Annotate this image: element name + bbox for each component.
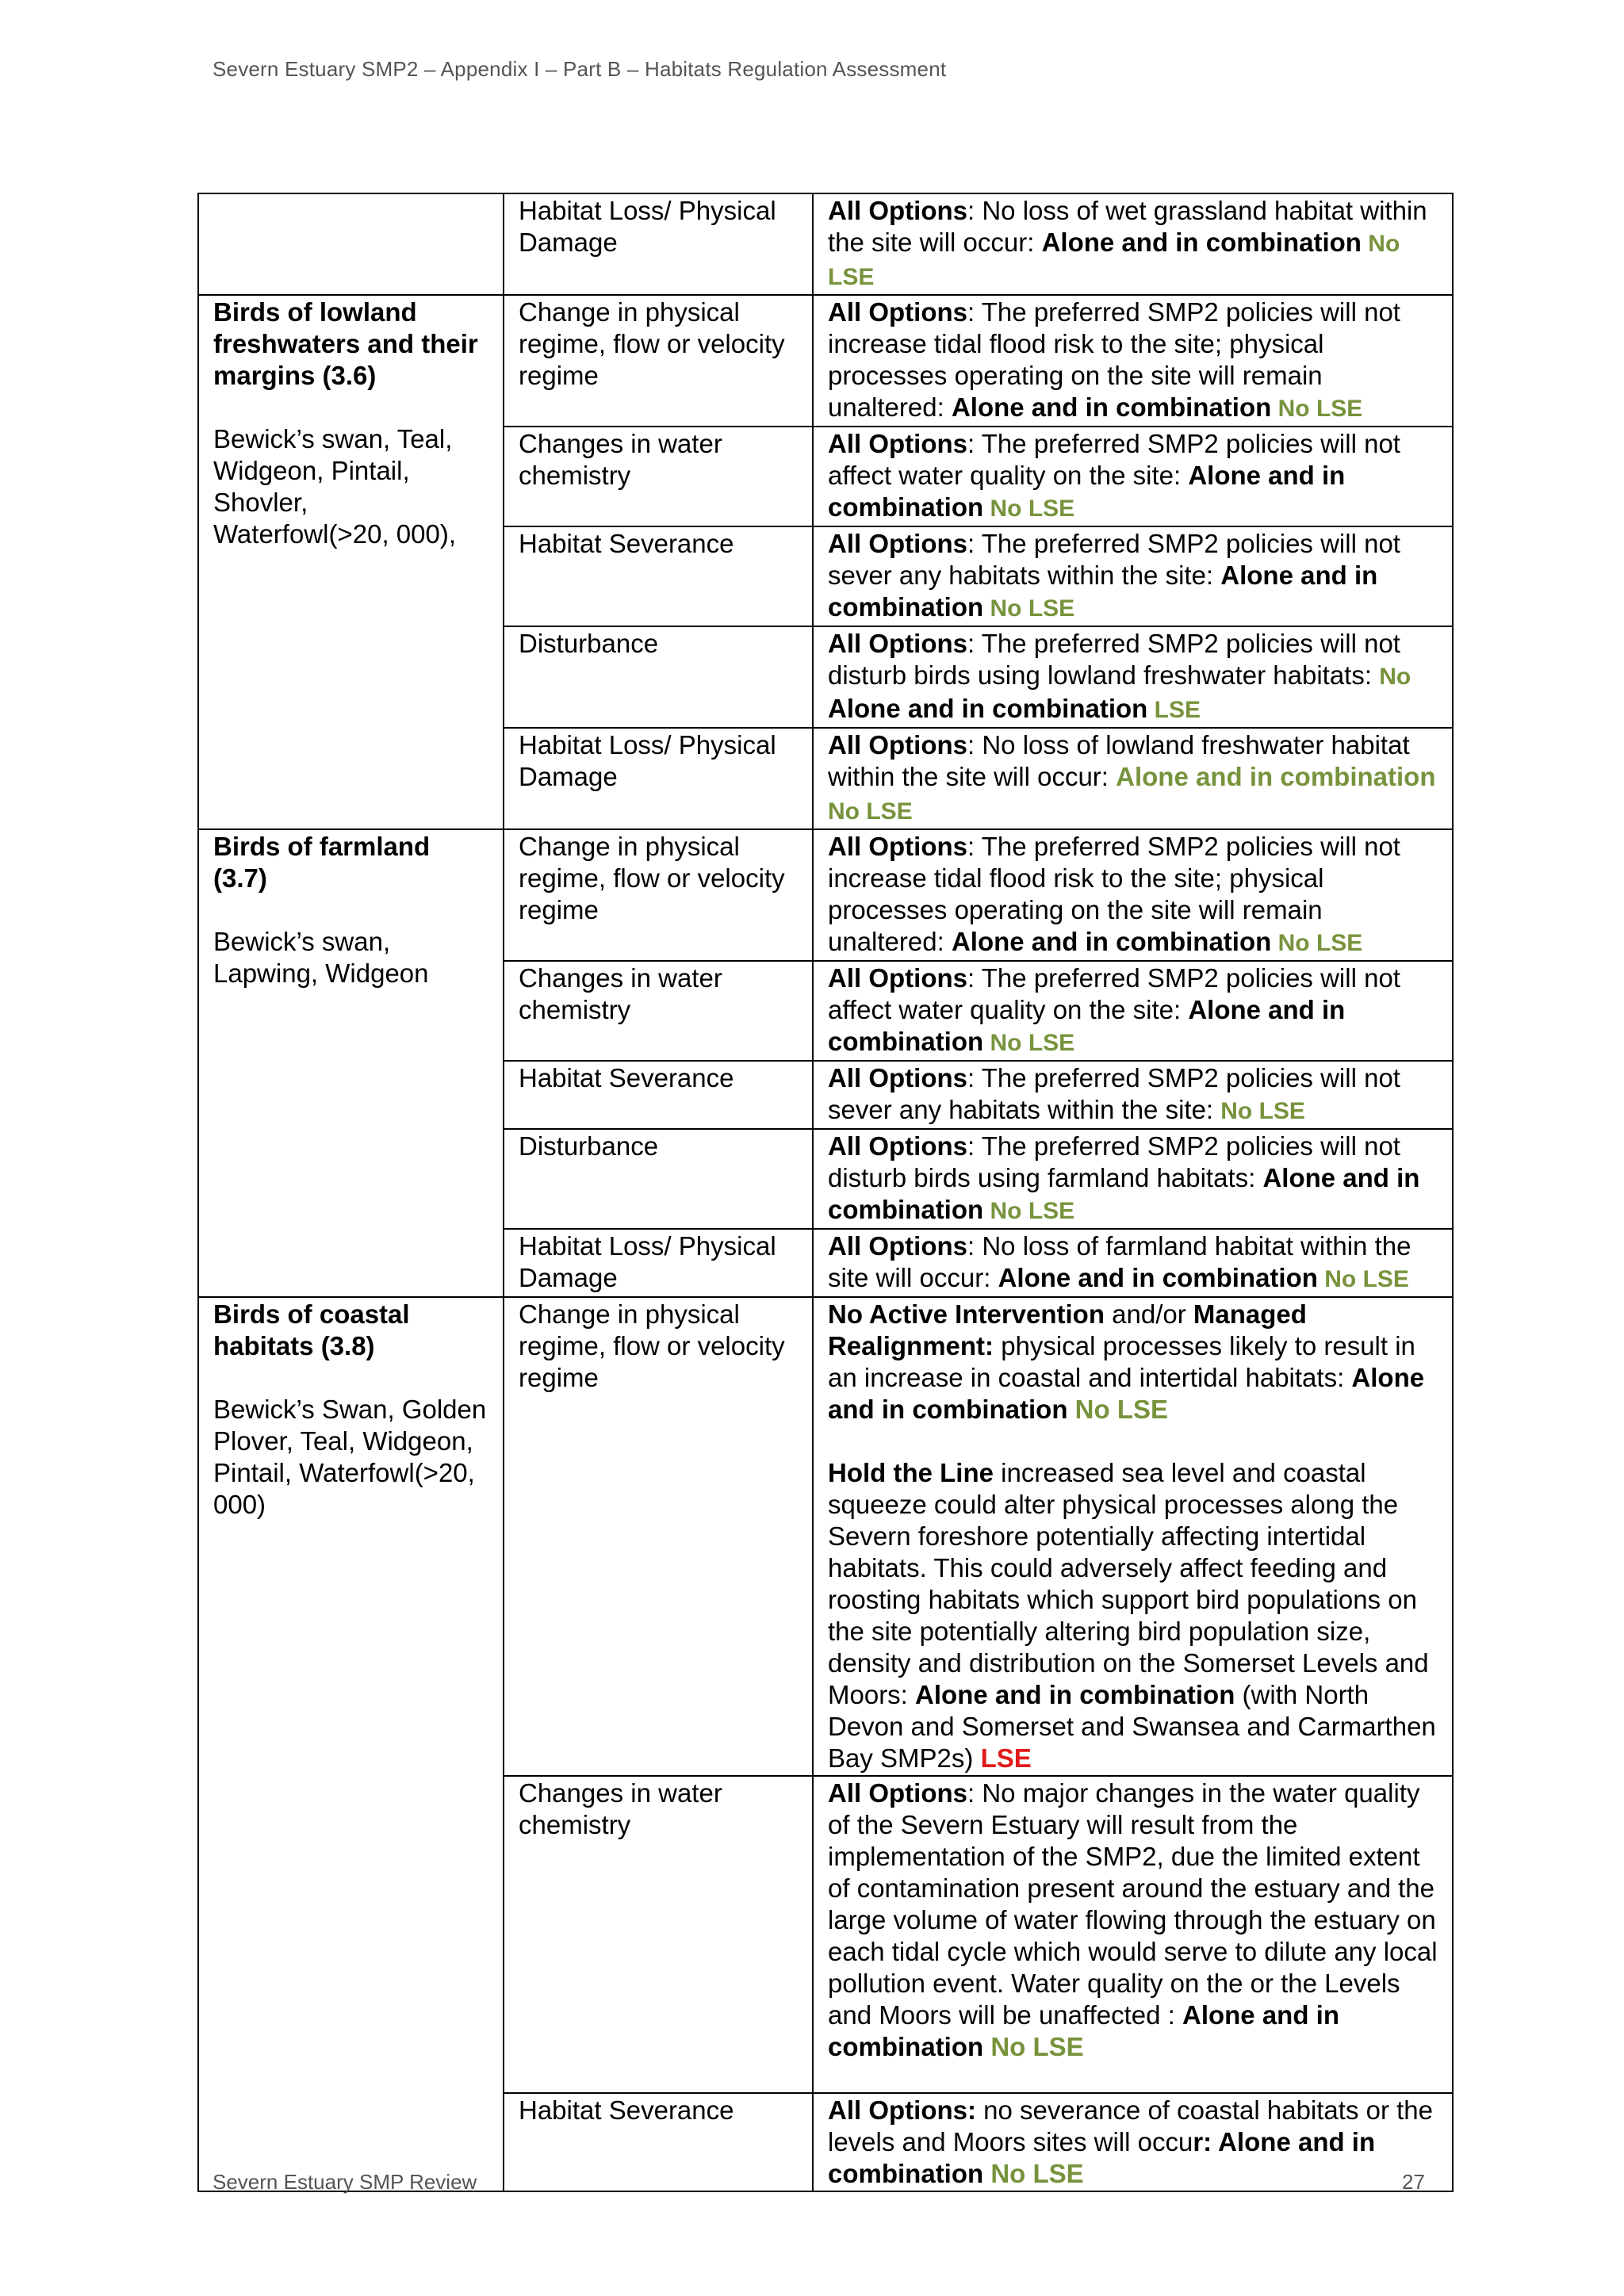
feature-cell: [198, 1297, 504, 2191]
no-lse-verdict: No LSE: [983, 496, 1075, 522]
table-row: [198, 295, 1453, 427]
no-lse-verdict: No LSE: [1067, 1395, 1169, 1424]
feature-species: Bewick’s swan, Lapwing, Widgeon: [213, 927, 429, 988]
page-header: Severn Estuary SMP2 – Appendix I – Part B – Habitats Regulation Assessment: [213, 57, 947, 81]
no-lse-verdict: No LSE: [1220, 1098, 1305, 1124]
table-row: [198, 829, 1453, 961]
no-lse-verdict: No LSE: [983, 2032, 1084, 2061]
assessment-cell: All Options: The preferred SMP2 policies will not affect water quality on the site: Alone and in combination No LSE: [813, 427, 1453, 526]
no-lse-verdict: No LSE: [828, 798, 913, 825]
no-lse-verdict: No LSE: [983, 1030, 1075, 1056]
feature-species: Bewick’s swan, Teal, Widgeon, Pintail, Shovler, Waterfowl(>20, 000),: [213, 424, 456, 549]
no-lse-verdict: No LSE: [828, 231, 1400, 290]
no-lse-verdict: No LSE: [1271, 396, 1363, 422]
assessment-cell: All Options: The preferred SMP2 policies will not sever any habitats within the site: Alone and in combination No LSE: [813, 526, 1453, 626]
lse-verdict: LSE: [1147, 697, 1201, 723]
habitats-assessment-table: [197, 193, 1454, 2192]
assessment-cell: All Options: no severance of coastal habitats or the levels and Moors sites will occur: Alone and in combination No LSE: [813, 2093, 1453, 2191]
impact-cell: Changes in water chemistry: [504, 1776, 813, 2093]
no-lse-verdict: No LSE: [983, 595, 1075, 622]
feature-cell: [198, 295, 504, 829]
impact-cell: Changes in water chemistry: [504, 961, 813, 1061]
feature-cell: [198, 829, 504, 1297]
impact-cell: Habitat Loss/ Physical Damage: [504, 728, 813, 829]
impact-cell: Change in physical regime, flow or velocity regime: [504, 1297, 813, 1776]
assessment-cell: All Options: No loss of farmland habitat within the site will occur: Alone and in combination No LSE: [813, 1229, 1453, 1297]
impact-cell: Habitat Loss/ Physical Damage: [504, 1229, 813, 1297]
impact-cell: Changes in water chemistry: [504, 427, 813, 526]
assessment-cell: All Options: The preferred SMP2 policies will not disturb birds using farmland habitats: Alone and in combination No LSE: [813, 1129, 1453, 1229]
no-lse-verdict: No LSE: [983, 1198, 1075, 1224]
assessment-cell: No Active Intervention and/or Managed Realignment: physical processes likely to result in an increase in coastal and intertidal habitats: Alone and in combination No LSE Hold the Line increased sea level and coastal squeeze could alter physical processes along the Severn foreshore potentially affecting intertidal habitats. This could adversely affect feeding and roosting habitats which support bird populations on the site potentially altering bird population size, density and distribution on the Somerset Levels and Moors: Alone and in combination (with North Devon and Somerset and Swansea and Carmarthen Bay SMP2s) LSE: [813, 1297, 1453, 1776]
impact-cell: Habitat Severance: [504, 526, 813, 626]
feature-title: Birds of coastal habitats (3.8): [213, 1299, 410, 1360]
table-row: [198, 193, 1453, 295]
impact-cell: Change in physical regime, flow or velocity regime: [504, 829, 813, 961]
footer-title: Severn Estuary SMP Review: [213, 2170, 477, 2194]
assessment-cell: All Options: The preferred SMP2 policies will not increase tidal flood risk to the site; physical processes operating on the site will remain unaltered: Alone and in combination No LSE: [813, 829, 1453, 961]
assessment-cell: All Options: No loss of wet grassland habitat within the site will occur: Alone and in combination No LSE: [813, 193, 1453, 295]
hold-the-line-paragraph: Hold the Line increased sea level and coastal squeeze could alter physical processes along the Severn foreshore potentially affecting intertidal habitats. This could adversely affect feeding and roosting habitats which support bird populations on the site potentially altering bird population size, density and distribution on the Somerset Levels and Moors: Alone and in combination (with North Devon and Somerset and Swansea and Carmarthen Bay SMP2s) LSE: [828, 1458, 1436, 1773]
impact-cell: Disturbance: [504, 626, 813, 728]
no-lse-verdict: No LSE: [1271, 930, 1363, 956]
assessment-cell: All Options: The preferred SMP2 policies will not affect water quality on the site: Alone and in combination No LSE: [813, 961, 1453, 1061]
impact-cell: Disturbance: [504, 1129, 813, 1229]
assessment-cell: All Options: The preferred SMP2 policies will not sever any habitats within the site: No LSE: [813, 1061, 1453, 1129]
table-row: [198, 1297, 1453, 1776]
impact-cell: Change in physical regime, flow or velocity regime: [504, 295, 813, 427]
assessment-cell: All Options: No loss of lowland freshwater habitat within the site will occur: Alone and in combination No LSE: [813, 728, 1453, 829]
lse-verdict: LSE: [980, 1743, 1032, 1773]
assessment-cell: All Options: No major changes in the water quality of the Severn Estuary will result from the implementation of the SMP2, due the limited extent of contamination present around the estuary and the large volume of water flowing through the estuary on each tidal cycle which would serve to dilute any local pollution event. Water quality on the or the Levels and Moors will be unaffected : Alone and in combination No LSE: [813, 1776, 1453, 2093]
feature-cell: [198, 193, 504, 295]
assessment-cell: All Options: The preferred SMP2 policies will not increase tidal flood risk to the site; physical processes operating on the site will remain unaltered: Alone and in combination No LSE: [813, 295, 1453, 427]
no-lse-verdict: No LSE: [1317, 1266, 1409, 1292]
feature-title: Birds of lowland freshwaters and their margins (3.6): [213, 297, 478, 390]
impact-cell: Habitat Severance: [504, 1061, 813, 1129]
feature-species: Bewick’s Swan, Golden Plover, Teal, Widgeon, Pintail, Waterfowl(>20, 000): [213, 1395, 487, 1519]
no-lse-verdict: No LSE: [983, 2159, 1084, 2188]
feature-title: Birds of farmland (3.7): [213, 832, 431, 893]
impact-cell: Habitat Severance: [504, 2093, 813, 2191]
assessment-cell: All Options: The preferred SMP2 policies will not disturb birds using lowland freshwater habitats: No Alone and in combination LSE: [813, 626, 1453, 728]
impact-cell: Habitat Loss/ Physical Damage: [504, 193, 813, 295]
page-number: 27: [1402, 2170, 1425, 2194]
